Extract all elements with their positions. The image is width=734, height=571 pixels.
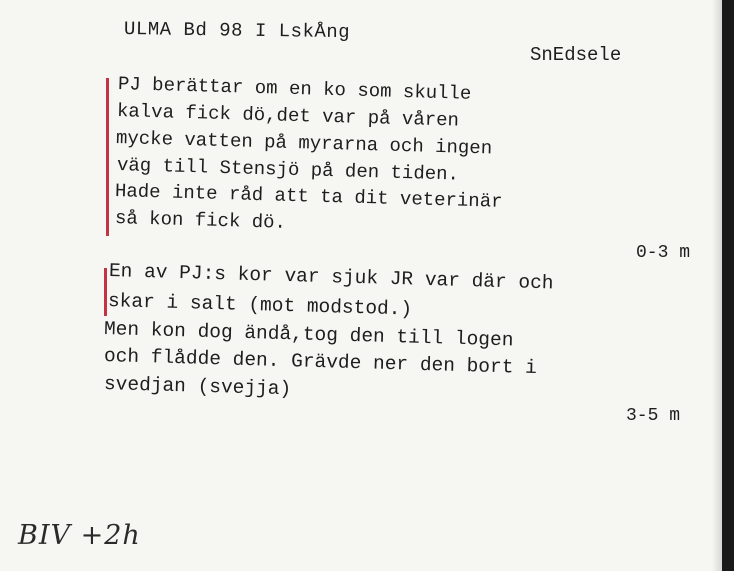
card-header: ULMA Bd 98 I LskÅng	[123, 18, 351, 44]
text-line: PJ berättar om en ko som skulle	[117, 73, 472, 105]
text-line: Hade inte råd att ta dit veterinär	[114, 180, 503, 213]
section-2-marker	[104, 268, 107, 316]
handwritten-note: BIV +2h	[18, 520, 141, 551]
text-line: svedjan (svejja)	[103, 373, 292, 401]
text-line: kalva fick dö,det var på våren	[116, 100, 460, 132]
text-line: Men kon dog ändå,tog den till logen	[103, 318, 514, 352]
section-2-code: 3-5 m	[626, 406, 681, 426]
text-line: väg till Stensjö på den tiden.	[116, 154, 460, 186]
text-line: och flådde den. Grävde ner den bort i	[103, 345, 538, 380]
section-1-code: 0-3 m	[636, 243, 691, 263]
text-line: En av PJ:s kor var sjuk JR var där och	[108, 260, 554, 295]
text-line: mycke vatten på myrarna och ingen	[115, 127, 493, 160]
place-name: SnEdsele	[530, 44, 622, 66]
text-line: så kon fick dö.	[114, 207, 287, 234]
section-1-marker	[106, 78, 109, 236]
text-line: skar i salt (mot modstod.)	[107, 290, 413, 321]
